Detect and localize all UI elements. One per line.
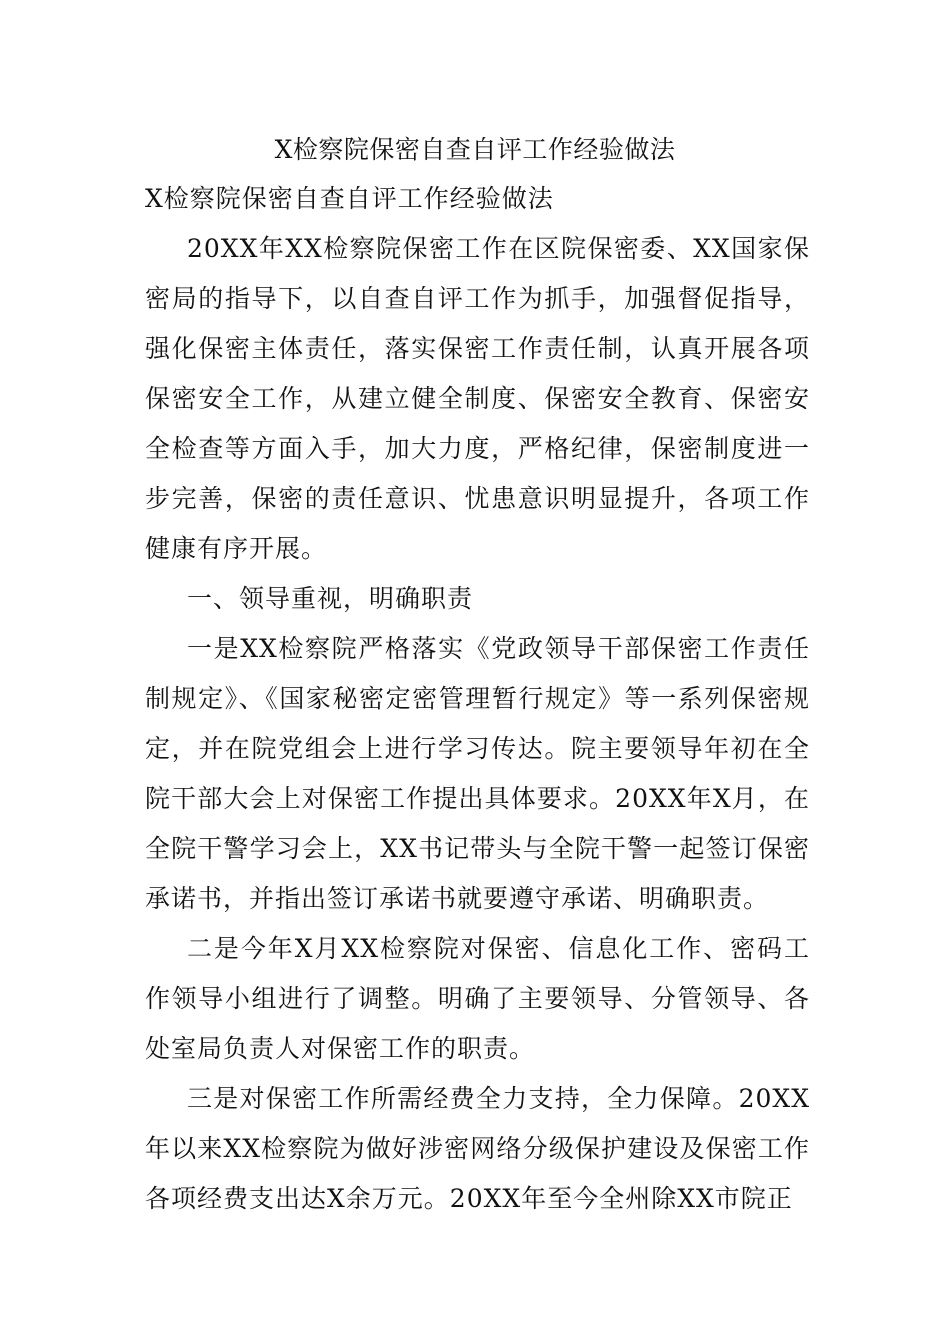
- section-heading-1: 一、领导重视，明确职责: [187, 584, 474, 613]
- paragraph-intro: 20XX年XX检察院保密工作在区院保密委、XX国家保密局的指导下，以自查自评工作为抓手，加强督促指导，强化保密主体责任，落实保密工作责任制，认真开展各项保密安全工作，从建立健全制度、保密安全教育、保密安全检查等方面入手，加大力度，严格纪律，保密制度进一步完善，保密的责任意识、忧患意识明显提升，各项工作健康有序开展。: [145, 234, 810, 563]
- document-title: X检察院保密自查自评工作经验做法: [274, 135, 676, 164]
- paragraph-point-1: 一是XX检察院严格落实《党政领导干部保密工作责任制规定》、《国家秘密定密管理暂行规定》等一系列保密规定，并在院党组会上进行学习传达。院主要领导年初在全院干部大会上对保密工作提出具体要求。20XX年X月，在全院干警学习会上，XX书记带头与全院干警一起签订保密承诺书，并指出签订承诺书就要遵守承诺、明确职责。: [145, 634, 810, 913]
- document-body: [145, 174, 810, 1224]
- document-subtitle: X检察院保密自查自评工作经验做法: [145, 184, 554, 213]
- paragraph-point-2: 二是今年X月XX检察院对保密、信息化工作、密码工作领导小组进行了调整。明确了主要领导、分管领导、各处室局负责人对保密工作的职责。: [145, 934, 810, 1063]
- paragraph-point-3: 三是对保密工作所需经费全力支持，全力保障。20XX年以来XX检察院为做好涉密网络分级保护建设及保密工作各项经费支出达X余万元。20XX年至今全州除XX市院正: [145, 1084, 810, 1213]
